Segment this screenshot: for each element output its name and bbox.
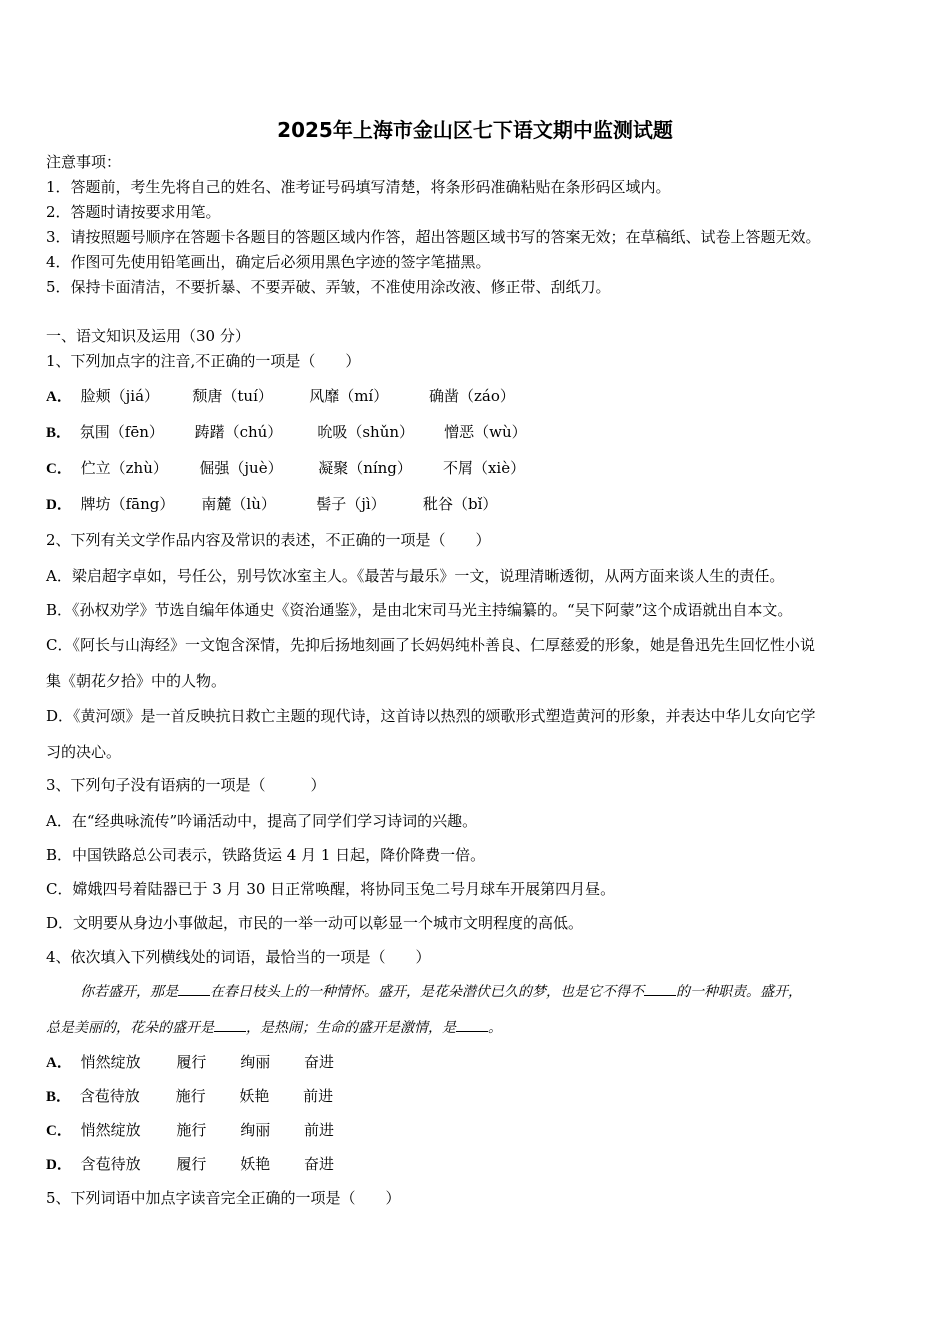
option-item: 前进 <box>303 1087 334 1105</box>
q2-option-c: C．《阿长与山海经》一文饱含深情，先抑后扬地刻画了长妈妈纯朴善良、仁厚慈爱的形象，她是鲁迅先生回忆性小说 <box>46 636 815 654</box>
notice-heading: 注意事项： <box>46 153 122 171</box>
notice-item: 4．作图可先使用铅笔画出，确定后必须用黑色字迹的签字笔描黑。 <box>46 253 491 271</box>
notice-item: 5．保持卡面清洁，不要折暴、不要弄破、弄皱，不准使用涂改液、修正带、刮纸刀。 <box>46 278 611 296</box>
option-label: A． <box>46 389 72 405</box>
q1-option-a <box>46 386 515 407</box>
q1-option-d <box>46 494 497 515</box>
q1-option-b <box>46 422 527 443</box>
q1-option-c <box>46 458 525 479</box>
option-item: 牌坊（fāng） <box>80 495 175 513</box>
q3-option-b: B．中国铁路总公司表示，铁路货运 4 月 1 日起，降价降费一倍。 <box>46 846 486 864</box>
option-label: B． <box>46 1089 72 1105</box>
passage-text: ，是热闹；生命的盛开是激情，是 <box>246 1020 456 1036</box>
q3-option-a: A．在“经典咏流传”吟诵活动中，提高了同学们学习诗词的兴趣。 <box>46 812 478 830</box>
option-item: 施行 <box>176 1121 207 1139</box>
option-item: 绚丽 <box>240 1053 271 1071</box>
q2-option-b: B．《孙权劝学》节选自编年体通史《资治通鉴》，是由北宋司马光主持编纂的。“吴下阿蒙”这个成语就出自本文。 <box>46 601 793 619</box>
notice-item: 1．答题前，考生先将自己的姓名、准考证号码填写清楚，将条形码准确粘贴在条形码区域内。 <box>46 178 671 196</box>
question-2-stem: 2、下列有关文学作品内容及常识的表述，不正确的一项是（ ） <box>46 531 491 549</box>
option-item: 倔强（juè） <box>199 459 283 477</box>
option-item: 风靡（mí） <box>309 387 389 405</box>
option-item: 脸颊（jiá） <box>80 387 160 405</box>
q2-option-c-cont: 集《朝花夕拾》中的人物。 <box>46 672 227 690</box>
q4-option-a <box>46 1052 334 1073</box>
option-item: 髻子（jì） <box>316 495 386 513</box>
q4-option-c <box>46 1120 334 1141</box>
q2-option-a: A．梁启超字卓如，号任公，别号饮冰室主人。《最苦与最乐》一文，说理清晰透彻，从两方面来谈人生的责任。 <box>46 567 785 585</box>
option-item: 履行 <box>176 1053 207 1071</box>
option-item: 悄然绽放 <box>80 1121 141 1139</box>
option-label: D． <box>46 497 72 513</box>
option-item: 凝聚（níng） <box>318 459 412 477</box>
fill-blank <box>178 981 210 996</box>
option-label: D． <box>46 1157 72 1173</box>
notice-item: 2．答题时请按要求用笔。 <box>46 203 221 221</box>
q3-option-c: C．嫦娥四号着陆器已于 3 月 30 日正常唤醒，将协同玉兔二号月球车开展第四月昼。 <box>46 880 616 898</box>
question-3-stem: 3、下列句子没有语病的一项是（ ） <box>46 776 326 794</box>
fill-blank <box>644 981 676 996</box>
fill-blank <box>214 1017 246 1032</box>
fill-blank <box>456 1017 488 1032</box>
option-item: 伫立（zhù） <box>80 459 168 477</box>
option-item: 含苞待放 <box>79 1087 140 1105</box>
question-1-stem: 1、下列加点字的注音,不正确的一项是（ ） <box>46 352 361 370</box>
passage-text: 在春日枝头上的一种情怀。盛开，是花朵潜伏已久的梦，也是它不得不 <box>210 984 644 1000</box>
passage-text: 总是美丽的，花朵的盛开是 <box>46 1020 214 1036</box>
option-item: 吮吸（shǔn） <box>317 423 415 441</box>
option-label: B． <box>46 425 72 441</box>
option-item: 奋进 <box>303 1155 334 1173</box>
option-item: 含苞待放 <box>80 1155 141 1173</box>
option-item: 秕谷（bǐ） <box>422 495 498 513</box>
question-5-stem: 5、下列词语中加点字读音完全正确的一项是（ ） <box>46 1189 401 1207</box>
passage-text: 。 <box>488 1020 502 1036</box>
option-item: 妖艳 <box>239 1087 270 1105</box>
option-item: 踌躇（chú） <box>194 423 283 441</box>
question-4-stem: 4、依次填入下列横线处的词语，最恰当的一项是（ ） <box>46 948 431 966</box>
section-heading: 一、语文知识及运用（30 分） <box>46 327 250 345</box>
option-item: 施行 <box>175 1087 206 1105</box>
q2-option-d-cont: 习的决心。 <box>46 743 122 761</box>
option-item: 绚丽 <box>240 1121 271 1139</box>
option-item: 确凿（záo） <box>428 387 515 405</box>
option-item: 妖艳 <box>240 1155 271 1173</box>
q4-option-b <box>46 1086 333 1107</box>
option-item: 憎恶（wù） <box>444 423 527 441</box>
option-item: 前进 <box>303 1121 334 1139</box>
option-item: 南麓（lù） <box>201 495 276 513</box>
option-label: C． <box>46 461 72 477</box>
notice-item: 3．请按照题号顺序在答题卡各题目的答题区域内作答，超出答题区域书写的答案无效；在草稿纸、试卷上答题无效。 <box>46 228 821 246</box>
option-item: 不屑（xiè） <box>442 459 526 477</box>
option-item: 氛围（fēn） <box>79 423 164 441</box>
option-item: 悄然绽放 <box>80 1053 141 1071</box>
passage-text: 的一种职责。盛开， <box>676 984 802 1000</box>
q4-passage-line-2 <box>46 1017 502 1038</box>
q3-option-d: D．文明要从身边小事做起，市民的一举一动可以彰显一个城市文明程度的高低。 <box>46 914 584 932</box>
option-label: A． <box>46 1055 72 1071</box>
option-item: 履行 <box>176 1155 207 1173</box>
option-label: C． <box>46 1123 72 1139</box>
q2-option-d: D．《黄河颂》是一首反映抗日救亡主题的现代诗，这首诗以热烈的颂歌形式塑造黄河的形象，并表达中华儿女向它学 <box>46 707 816 725</box>
q4-passage-line-1 <box>80 981 802 1002</box>
option-item: 奋进 <box>303 1053 334 1071</box>
q4-option-d <box>46 1154 334 1175</box>
option-item: 颓唐（tuí） <box>192 387 273 405</box>
page-title: 2025年上海市金山区七下语文期中监测试题 <box>277 118 673 142</box>
passage-text: 你若盛开，那是 <box>80 984 178 1000</box>
